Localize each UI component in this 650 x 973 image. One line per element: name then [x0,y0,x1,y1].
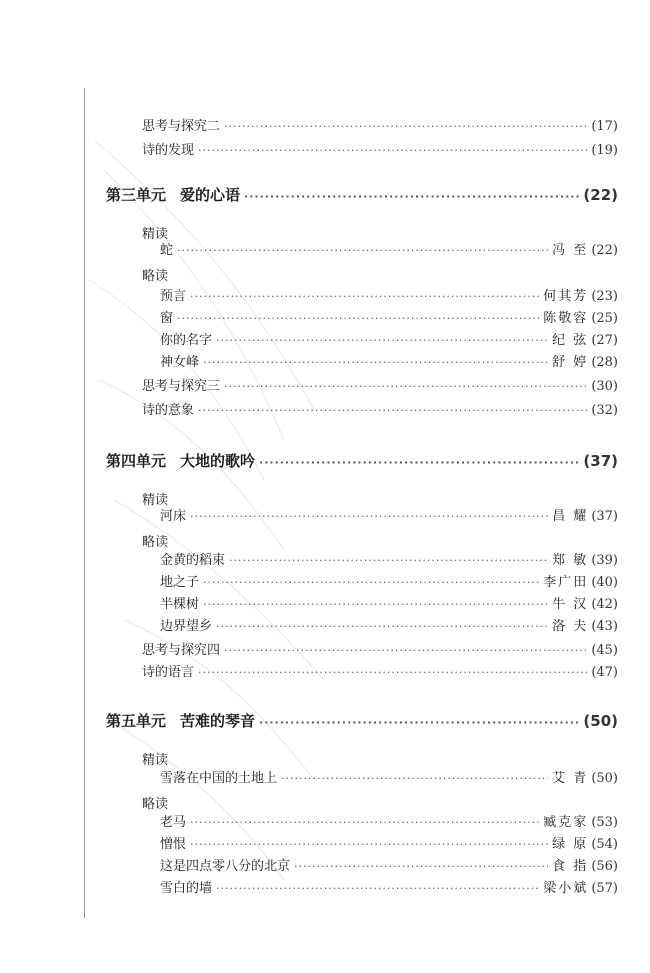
unit-number: 第四单元 [106,452,167,470]
poem-entry-row[interactable] [160,354,618,372]
poem-entry-row[interactable] [160,618,618,636]
poem-entry-row[interactable] [160,858,618,876]
unit-heading [106,452,255,470]
entry-title: 老马 [160,815,187,830]
entry-title: 思考与探究二 [142,119,221,134]
dot-leader [190,508,548,526]
poem-entry-row[interactable] [160,508,618,526]
dot-leader [177,242,548,260]
dot-leader [198,142,587,160]
dot-leader [190,288,539,306]
dot-leader [281,770,548,788]
dot-leader [244,188,579,206]
unit-heading-row[interactable] [106,452,618,472]
entry-author: 陈敬容 [543,311,589,326]
unit-title: 爱的心语 [180,186,241,204]
page-number: (25) [591,311,618,326]
entry-title: 雪白的墙 [160,881,213,896]
unit-number: 第三单元 [106,186,167,204]
toc-item-row[interactable] [142,118,618,136]
entry-author: 艾 青 [552,771,589,786]
poem-entry-row[interactable] [160,770,618,788]
entry-title: 思考与探究三 [142,379,221,394]
poem-entry-row[interactable] [160,574,618,592]
dot-leader [224,378,587,396]
page-number: (19) [591,143,618,158]
reading-category-label: 略读 [142,797,169,812]
dot-leader [198,664,587,682]
toc-item-row[interactable] [142,642,618,660]
reading-category-label: 精读 [142,493,169,508]
page-number: (43) [591,619,618,634]
entry-author: 昌 耀 [552,509,589,524]
toc-item-row[interactable] [142,378,618,396]
dot-leader [177,310,539,328]
entry-author: 牛 汉 [552,597,589,612]
dot-leader [229,552,548,570]
entry-title: 诗的发现 [142,143,195,158]
entry-title: 预言 [160,289,187,304]
entry-author: 冯 至 [552,243,589,258]
entry-title: 你的名字 [160,333,213,348]
page-number: (32) [591,403,618,418]
page-number: (37) [591,509,618,524]
unit-heading-row[interactable] [106,712,618,732]
entry-title: 地之子 [160,575,200,590]
dot-leader [216,880,539,898]
page-number: (53) [591,815,618,830]
page-spine-line [84,88,85,918]
page-number: (30) [591,379,618,394]
page-number: (45) [591,643,618,658]
poem-entry-row[interactable] [160,242,618,260]
entry-title: 这是四点零八分的北京 [160,859,291,874]
entry-title: 边界望乡 [160,619,213,634]
reading-category-label: 略读 [142,269,169,284]
entry-author: 何其芳 [543,289,589,304]
dot-leader [203,596,548,614]
entry-author: 舒 婷 [552,355,589,370]
page-number: (50) [583,712,618,730]
dot-leader [294,858,548,876]
entry-author: 梁小斌 [543,881,589,896]
entry-title: 诗的语言 [142,665,195,680]
dot-leader [224,642,587,660]
page-number: (22) [583,186,618,204]
page-number: (57) [591,881,618,896]
entry-title: 河床 [160,509,187,524]
toc-item-row[interactable] [142,664,618,682]
unit-number: 第五单元 [106,712,167,730]
page-number: (54) [591,837,618,852]
entry-title: 蛇 [160,243,174,258]
dot-leader [190,836,548,854]
page-number: (23) [591,289,618,304]
reading-category-label: 精读 [142,753,169,768]
unit-heading [106,186,240,204]
reading-category-label: 精读 [142,227,169,242]
poem-entry-row[interactable] [160,596,618,614]
page-number: (47) [591,665,618,680]
entry-author: 绿 原 [552,837,589,852]
entry-title: 半棵树 [160,597,200,612]
dot-leader [216,332,548,350]
unit-heading-row[interactable] [106,186,618,206]
entry-title: 憎恨 [160,837,187,852]
dot-leader [203,574,539,592]
page-number: (37) [583,452,618,470]
unit-title: 苦难的琴音 [180,712,256,730]
page-number: (56) [591,859,618,874]
entry-author: 臧克家 [543,815,589,830]
page-number: (39) [591,553,618,568]
dot-leader [259,454,579,472]
entry-title: 金黄的稻束 [160,553,226,568]
poem-entry-row[interactable] [160,332,618,350]
poem-entry-row[interactable] [160,814,618,832]
dot-leader [216,618,548,636]
page-number: (22) [591,243,618,258]
entry-author: 洛 夫 [552,619,589,634]
unit-heading [106,712,255,730]
poem-entry-row[interactable] [160,880,618,898]
toc-item-row[interactable] [142,402,618,420]
entry-title: 雪落在中国的土地上 [160,771,278,786]
entry-title: 诗的意象 [142,403,195,418]
entry-title: 思考与探究四 [142,643,221,658]
reading-category-label: 略读 [142,535,169,550]
entry-author: 李广田 [543,575,589,590]
entry-author: 食 指 [552,859,589,874]
page-number: (42) [591,597,618,612]
entry-title: 神女峰 [160,355,200,370]
toc-item-row[interactable] [142,142,618,160]
page-number: (27) [591,333,618,348]
dot-leader [259,714,579,732]
dot-leader [203,354,548,372]
page-number: (50) [591,771,618,786]
page-number: (28) [591,355,618,370]
unit-title: 大地的歌吟 [180,452,256,470]
dot-leader [224,118,587,136]
entry-author: 郑 敏 [552,553,589,568]
page-number: (17) [591,119,618,134]
poem-entry-row[interactable] [160,288,618,306]
poem-entry-row[interactable] [160,552,618,570]
dot-leader [190,814,539,832]
page-number: (40) [591,575,618,590]
poem-entry-row[interactable] [160,836,618,854]
entry-author: 纪 弦 [552,333,589,348]
dot-leader [198,402,587,420]
entry-title: 窗 [160,311,174,326]
poem-entry-row[interactable] [160,310,618,328]
